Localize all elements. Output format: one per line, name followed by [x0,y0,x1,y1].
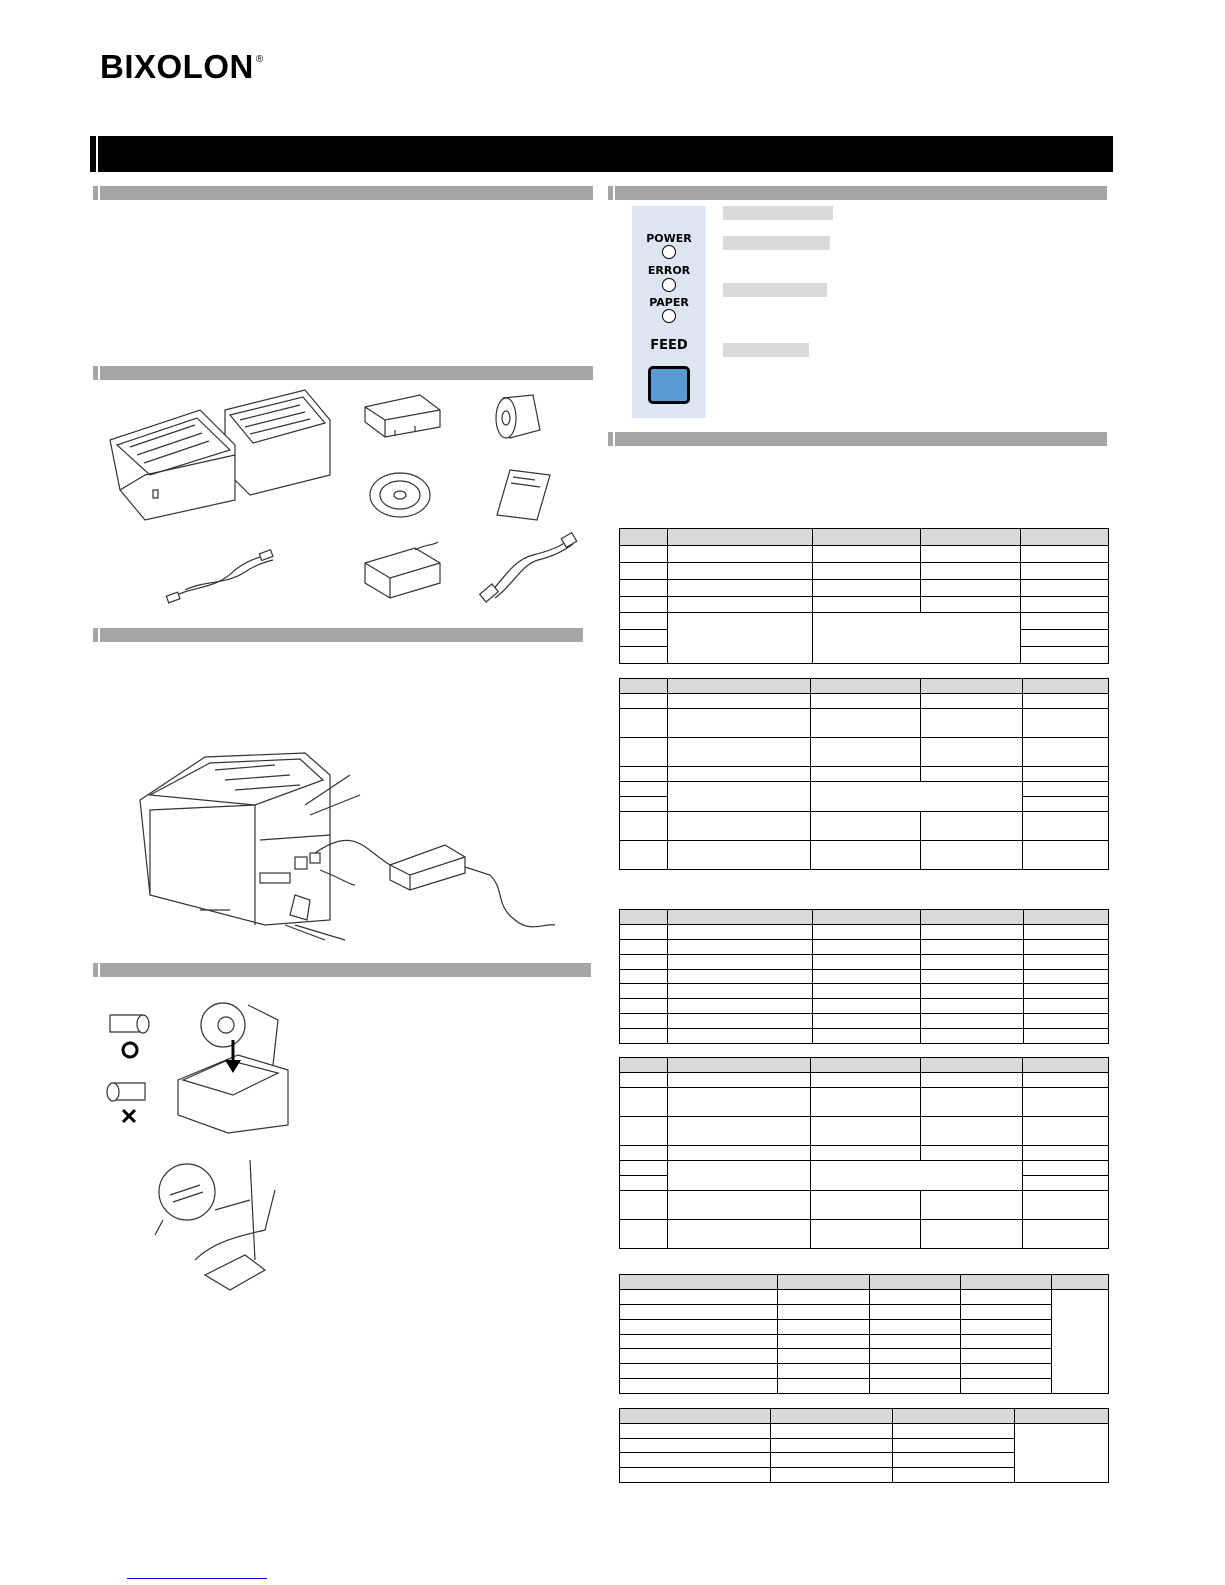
feed-button[interactable] [648,366,690,404]
cd-illustration [368,465,438,525]
paper-roll-wrong-icon [105,1078,155,1128]
power-adapter-illustration [360,538,450,603]
registered-mark: ® [255,54,264,65]
print-density-table [619,1408,1109,1483]
document-title-bar [90,136,1113,172]
dip-switch-table-1 [619,528,1109,664]
power-led-icon [662,245,676,259]
error-label: ERROR [647,264,691,277]
dip-switch-table-4 [619,1057,1109,1249]
partition-illustration [360,392,445,442]
manual-illustration [495,465,555,525]
paper-sensor-detail-illustration [155,1160,295,1305]
footer-link[interactable] [127,1578,267,1579]
panel-desc-highlight-2 [723,236,830,250]
paper-roll-illustration [488,390,548,445]
paper-label: PAPER [649,296,689,309]
error-led-icon [662,278,676,292]
section-bar-connection [93,628,583,642]
section-bar-contents [93,366,593,380]
section-bar-dip-switch [608,432,1107,446]
power-label: POWER [646,232,692,245]
panel-desc-highlight-1 [723,206,833,220]
section-bar-intro [93,186,593,200]
cable-connection-illustration [135,745,565,955]
usb-cable-illustration [165,550,275,605]
control-panel [632,206,706,418]
power-cord-illustration [473,530,583,605]
section-bar-paper-install [93,963,591,977]
dip-switch-table-3 [619,909,1109,1044]
panel-desc-highlight-4 [723,343,809,357]
paper-loading-illustration [168,995,293,1135]
paper-led-icon [662,309,676,323]
section-bar-control-panel [608,186,1107,200]
panel-desc-highlight-3 [723,283,827,297]
dip-switch-table-2 [619,678,1109,870]
brand-logo [100,48,264,86]
feed-label: FEED [650,338,688,353]
printer-units-illustration [105,385,335,525]
brand-logo-text: BIXOLON [100,48,254,85]
paper-roll-ok-icon [105,1010,155,1060]
baud-rate-table [619,1274,1109,1394]
